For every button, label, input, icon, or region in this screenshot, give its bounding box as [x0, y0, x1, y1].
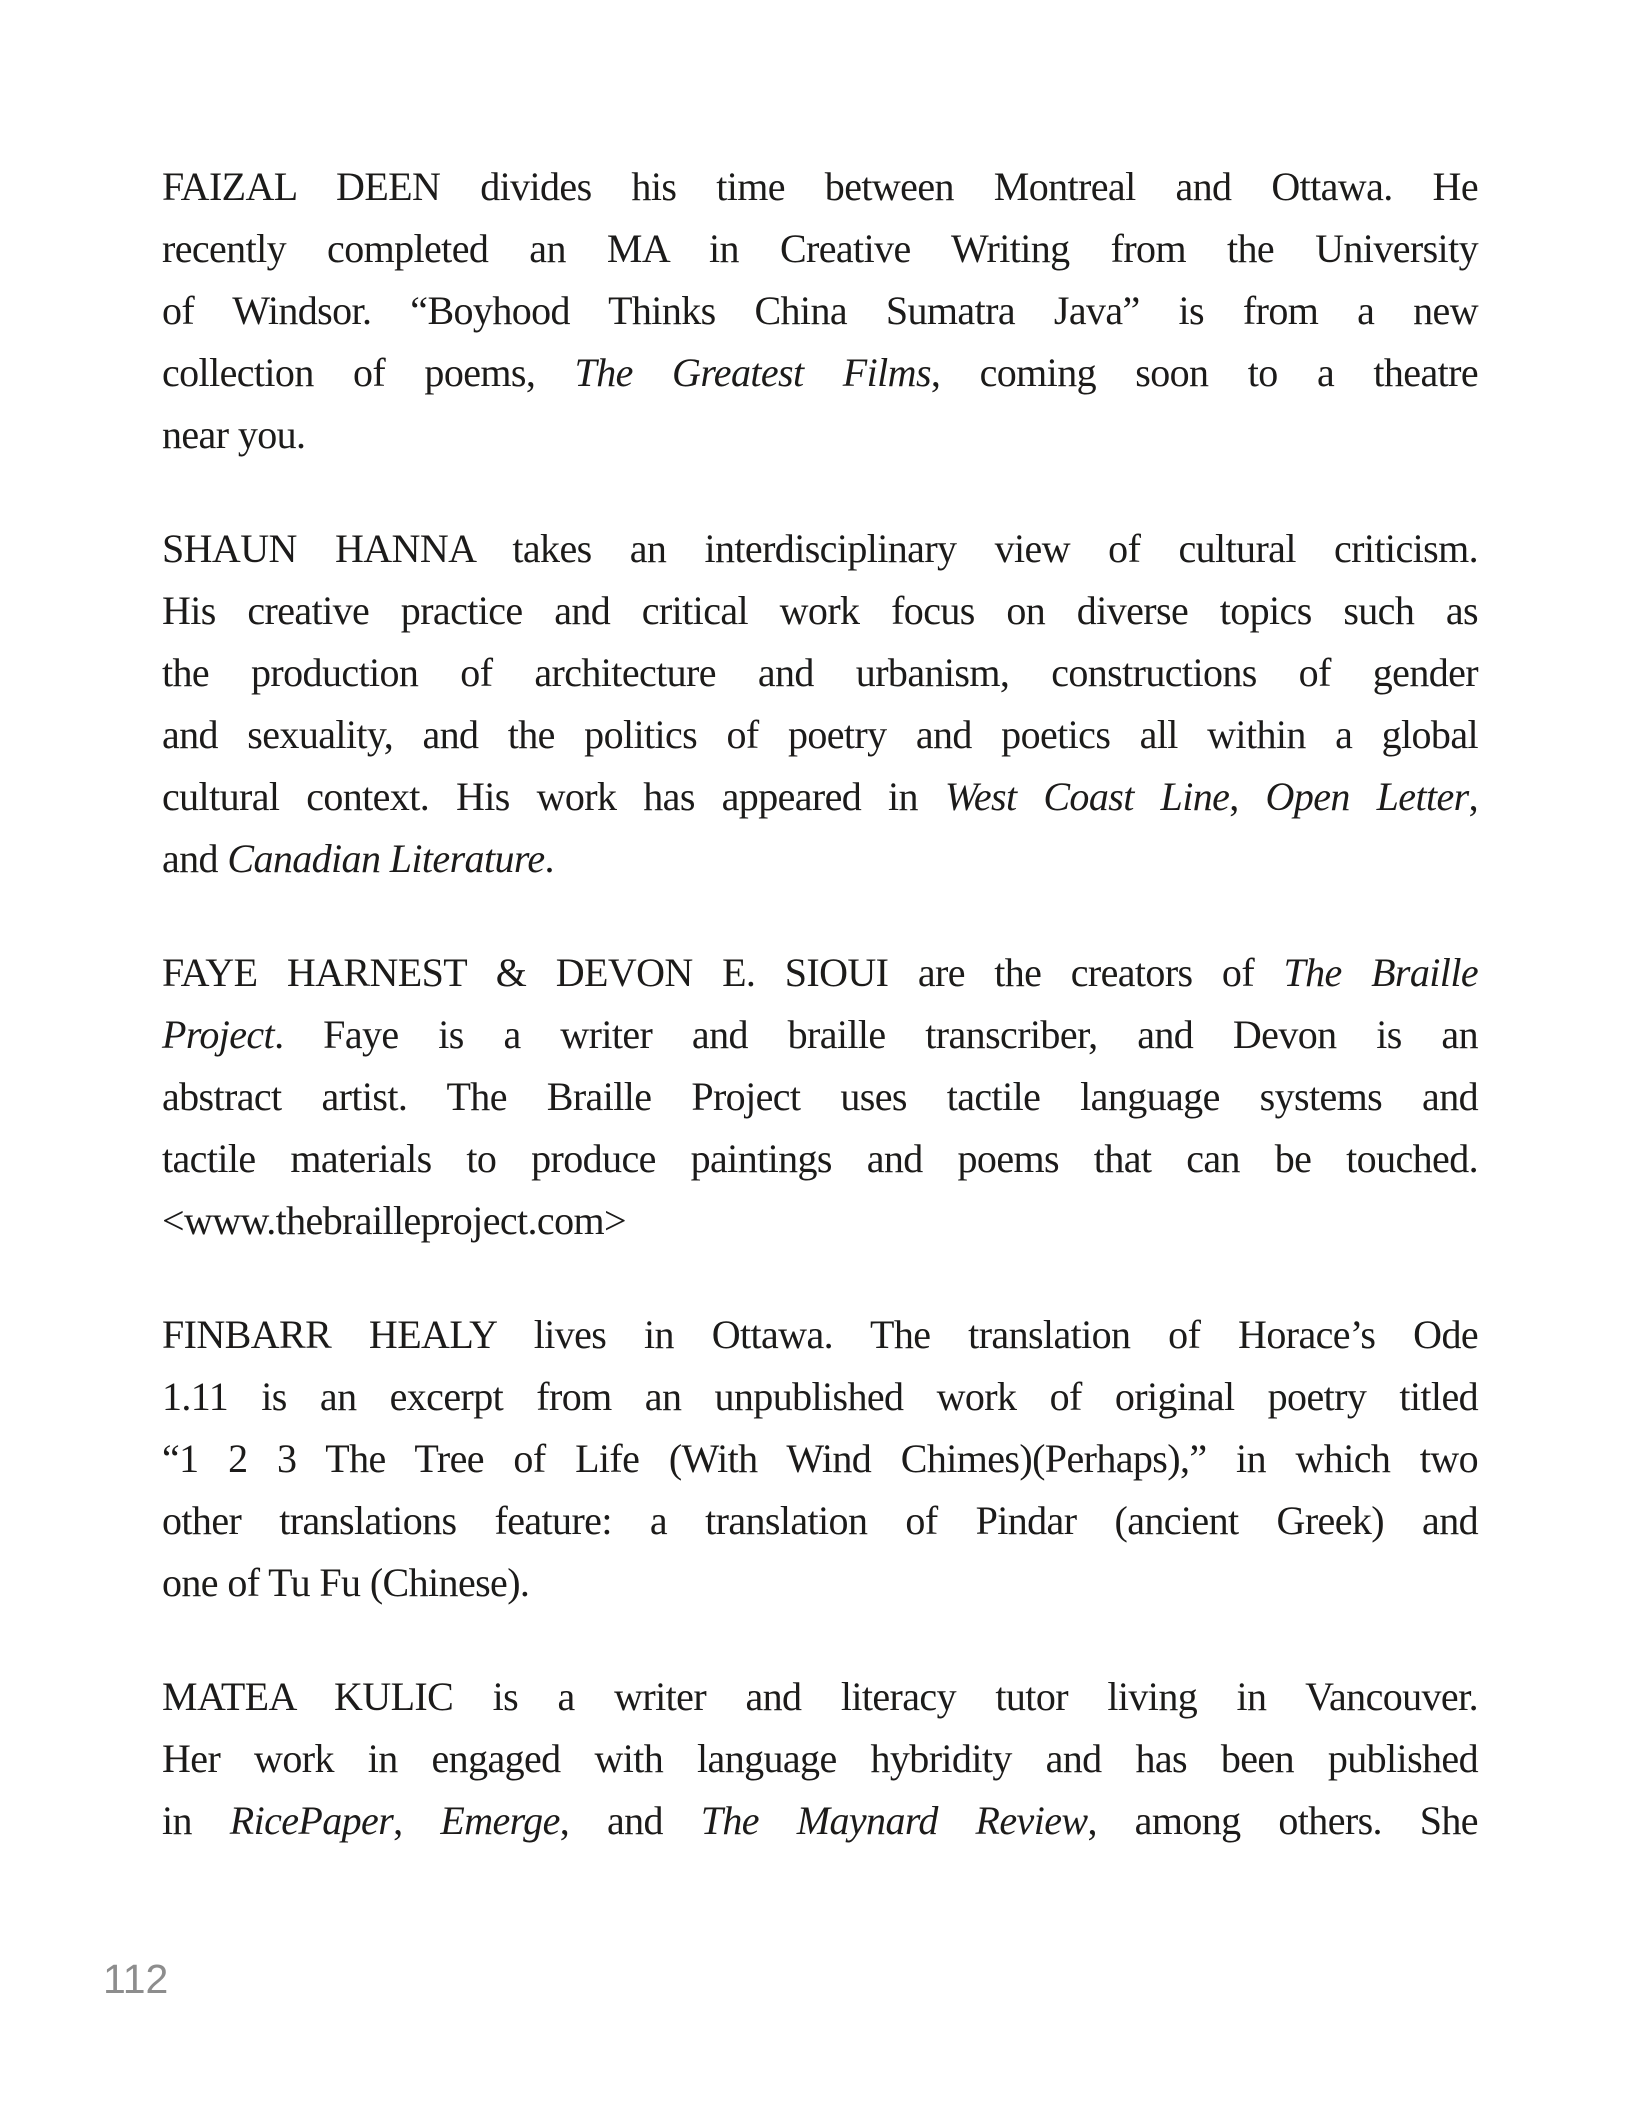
paragraph-matea-kulic — [162, 1666, 1478, 1852]
text-line — [162, 218, 1478, 280]
text-line — [162, 1666, 1478, 1728]
text-segment: , and — [559, 1798, 701, 1843]
text-line — [162, 1366, 1478, 1428]
italic-title: The Greatest Films — [574, 350, 931, 395]
text-line — [162, 1066, 1478, 1128]
text-segment: and — [162, 836, 228, 881]
text-segment: , — [1468, 774, 1478, 819]
italic-title: Emerge — [440, 1798, 560, 1843]
italic-title: Canadian Literature — [227, 836, 545, 881]
text-segment: of Windsor. “Boyhood Thinks China Sumatra Java” is from a new — [162, 288, 1478, 333]
paragraph-faye-harnest-devon-sioui — [162, 942, 1478, 1252]
italic-title: Open Letter — [1265, 774, 1469, 819]
text-segment: one of Tu Fu (Chinese). — [162, 1560, 530, 1605]
text-line — [162, 518, 1478, 580]
text-line — [162, 156, 1478, 218]
text-segment: , — [1229, 774, 1266, 819]
contributor-notes — [162, 156, 1478, 1904]
text-line — [162, 1190, 1478, 1252]
italic-title: The Braille — [1283, 950, 1478, 995]
text-segment: , among others. She — [1087, 1798, 1478, 1843]
text-line — [162, 828, 1478, 890]
text-segment: near you. — [162, 412, 306, 457]
text-segment: FINBARR HEALY lives in Ottawa. The translation of Horace’s Ode — [162, 1312, 1478, 1357]
paragraph-faizal-deen — [162, 156, 1478, 466]
text-segment: other translations feature: a translation of Pindar (ancient Greek) and — [162, 1498, 1478, 1543]
text-line — [162, 342, 1478, 404]
text-segment: FAIZAL DEEN divides his time between Montreal and Ottawa. He — [162, 164, 1478, 209]
text-segment: . Faye is a writer and braille transcriber, and Devon is an — [274, 1012, 1478, 1057]
text-line — [162, 1790, 1478, 1852]
text-segment: SHAUN HANNA takes an interdisciplinary view of cultural criticism. — [162, 526, 1478, 571]
text-line — [162, 1128, 1478, 1190]
text-segment: , — [393, 1798, 441, 1843]
text-segment: and sexuality, and the politics of poetry and poetics all within a global — [162, 712, 1478, 757]
paragraph-shaun-hanna — [162, 518, 1478, 890]
text-line — [162, 942, 1478, 1004]
italic-title: The Maynard Review — [700, 1798, 1088, 1843]
text-segment: His creative practice and critical work focus on diverse topics such as — [162, 588, 1478, 633]
text-segment: Her work in engaged with language hybridity and has been published — [162, 1736, 1478, 1781]
text-line — [162, 1552, 1478, 1614]
text-line — [162, 704, 1478, 766]
text-line — [162, 404, 1478, 466]
text-line — [162, 766, 1478, 828]
text-segment: <www.thebrailleproject.com> — [162, 1198, 626, 1243]
text-segment: 1.11 is an excerpt from an unpublished work of original poetry titled — [162, 1374, 1478, 1419]
text-segment: MATEA KULIC is a writer and literacy tutor living in Vancouver. — [162, 1674, 1478, 1719]
text-segment: , coming soon to a theatre — [930, 350, 1478, 395]
text-segment: the production of architecture and urbanism, constructions of gender — [162, 650, 1478, 695]
text-line — [162, 642, 1478, 704]
text-segment: in — [162, 1798, 230, 1843]
italic-title: Project — [162, 1012, 275, 1057]
text-segment: abstract artist. The Braille Project uses tactile language systems and — [162, 1074, 1478, 1119]
text-line — [162, 1728, 1478, 1790]
text-segment: cultural context. His work has appeared in — [162, 774, 945, 819]
paragraph-finbarr-healy — [162, 1304, 1478, 1614]
text-line — [162, 1304, 1478, 1366]
text-line — [162, 1490, 1478, 1552]
text-segment: “1 2 3 The Tree of Life (With Wind Chimes)(Perhaps),” in which two — [162, 1436, 1478, 1481]
text-segment: . — [544, 836, 554, 881]
page-number: 112 — [103, 1956, 169, 2002]
text-line — [162, 580, 1478, 642]
text-line — [162, 280, 1478, 342]
italic-title: West Coast Line — [944, 774, 1230, 819]
text-segment: tactile materials to produce paintings and poems that can be touched. — [162, 1136, 1478, 1181]
text-line — [162, 1004, 1478, 1066]
text-segment: collection of poems, — [162, 350, 575, 395]
text-segment: FAYE HARNEST & DEVON E. SIOUI are the creators of — [162, 950, 1284, 995]
text-line — [162, 1428, 1478, 1490]
italic-title: RicePaper — [229, 1798, 394, 1843]
text-segment: recently completed an MA in Creative Writing from the University — [162, 226, 1478, 271]
